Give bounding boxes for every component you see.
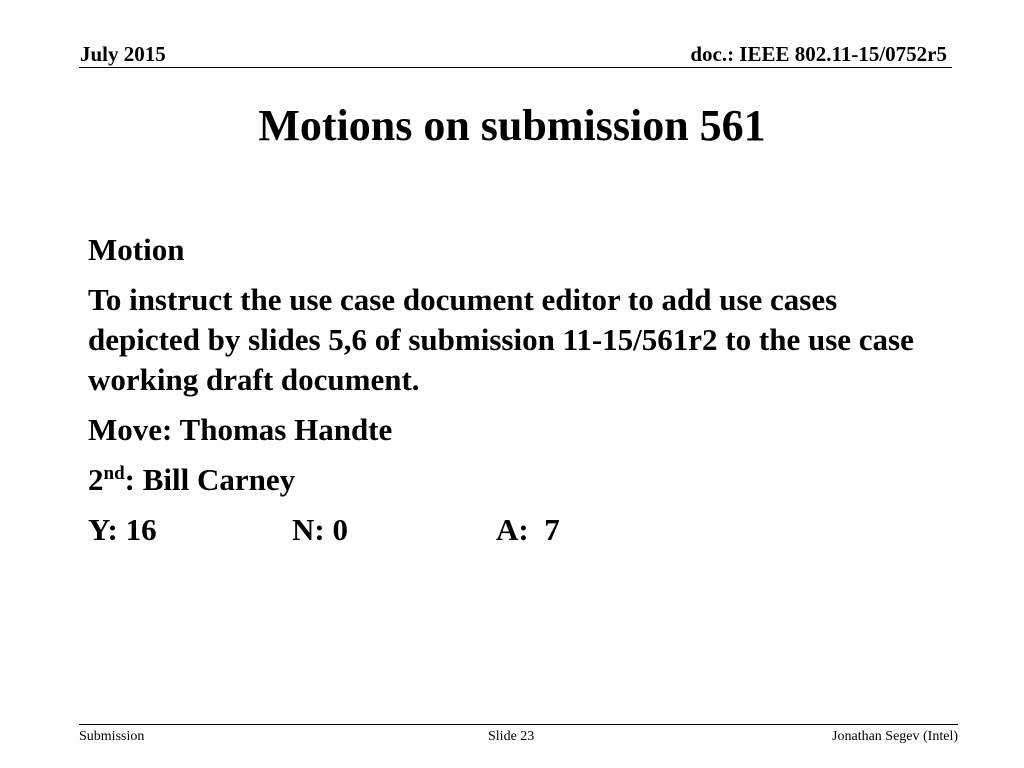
seconder-number: 2 [88,462,104,497]
slide-title: Motions on submission 561 [258,101,766,150]
header-date: July 2015 [80,42,166,66]
header-divider [79,67,952,68]
vote-yes: Y: 16 [88,512,157,547]
seconder-line [88,460,948,500]
header-doc-id: doc.: IEEE 802.11-15/0752r5 [690,42,947,66]
footer-divider [79,724,958,725]
footer-slide-number: Slide 23 [488,729,535,744]
mover-line: Move: Thomas Handte [88,412,393,447]
footer-author: Jonathan Segev (Intel) [832,729,958,744]
vote-no: N: 0 [292,512,348,547]
seconder-name: : Bill Carney [124,462,296,497]
motion-text: To instruct the use case document editor to add use cases depicted by slides 5,6 of submission 11-15/561r2 to the use case working draft document. [88,282,914,397]
vote-results [88,510,948,550]
seconder-ordinal-suffix: nd [103,463,125,484]
motion-heading: Motion [88,232,185,267]
footer-submission: Submission [79,729,145,744]
vote-abstain: A: 7 [496,512,560,547]
slide-body [88,230,948,560]
